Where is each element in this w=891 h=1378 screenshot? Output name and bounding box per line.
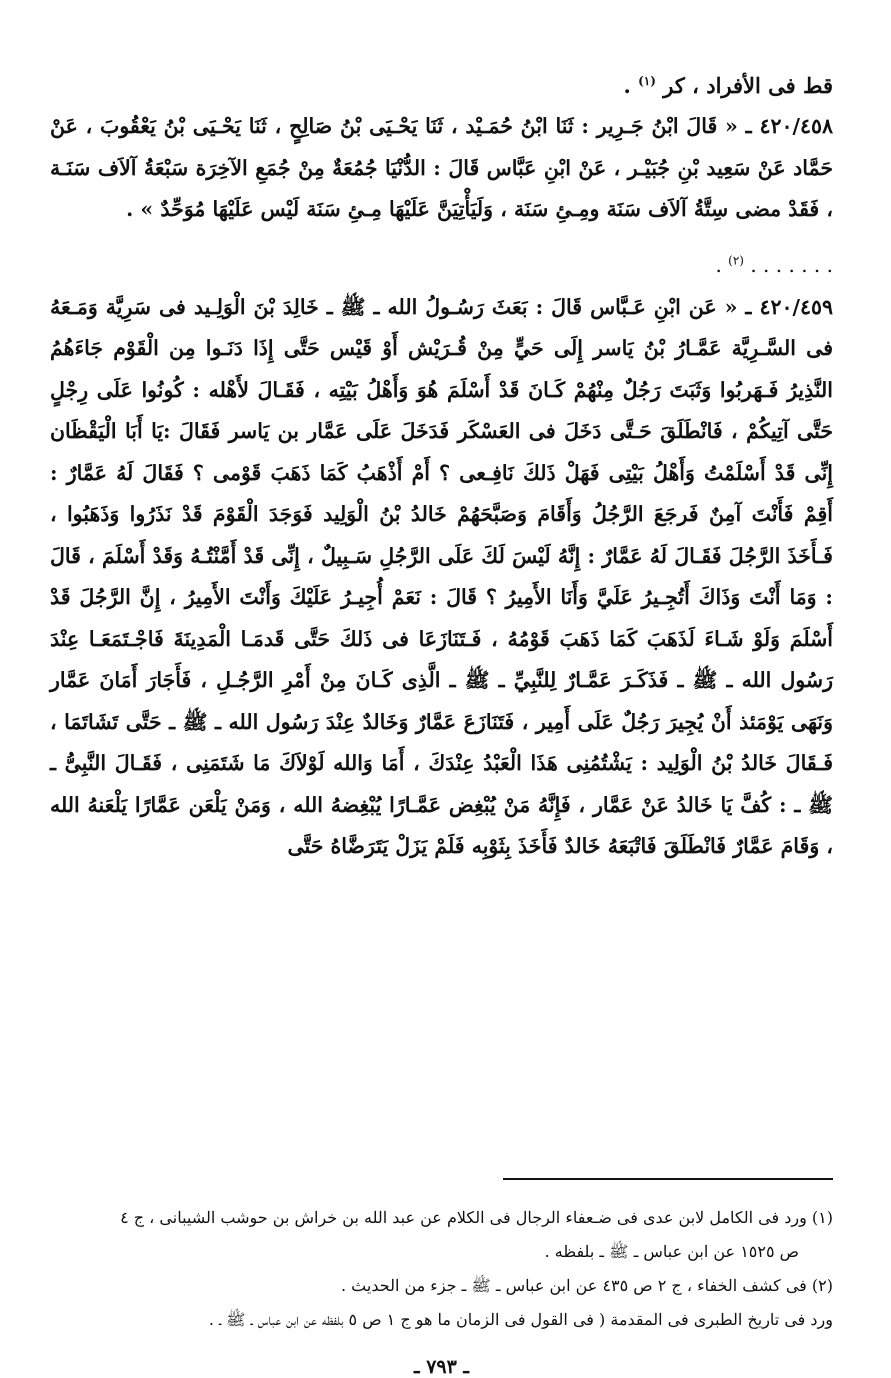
- hadith-458: [50, 106, 833, 231]
- page-number: ـ ٧٩٣ ـ: [414, 1356, 469, 1378]
- footnote-2-line-2: ورد فى تاريخ الطبرى فى المقدمة ( فى القول فى الزمان ما هو ج ١ ص ٥ بلفظه عن ابن عباس ـ ﷺ ـ .: [208, 1310, 833, 1329]
- previous-entry-end: .: [623, 73, 631, 98]
- footnote-ref-1: (١): [638, 74, 656, 88]
- footnote-ref-2: (٢): [728, 252, 744, 267]
- hadith-458-number: ٤٢٠/٤٥٨ ـ: [745, 114, 834, 138]
- book-page: [50, 66, 834, 1378]
- hadith-459-text: « عَن ابْنِ عَـبَّاس قَالَ : بَعَثَ رَسُـولُ الله ـ ﷺ ـ خَالِدَ بْنَ الْوَلِـيد فى سَرِيَّة وَمَـعَهُ فى السَّـرِيَّة عَمَّـارُ بْنُ يَاسر إِلَى حَيٍّ مِنْ قُـرَيْش أَوْ قَيْس حَتَّى إِذَا دَنَـوا مِن الْقَوْم جَاءَهُمُ النَّذِيرُ فَـهَربُوا وَثَبَتَ رَجُلٌ مِنْهُمْ كَـانَ قَدْ أَسْلَمَ هُوَ وَأَهْلُ بَيْتِه ، فَقَـالَ لأَهْله : كُونُوا عَلَى رِجْلٍ حَتَّى آتِيكُمْ ، فَانْطَلَقَ حَـتَّى دَخَلَ فى العَسْكَر فَدَخَلَ عَلَى عَمَّار بن يَاسر فَقَالَ :يَا أَبَا الْيَقْظَان إِنِّى قَدْ أَسْلَمْتُ وَأَهْلُ بَيْتِى فَهَلْ ذَلكَ نَافِـعى ؟ أَمْ أَذْهَبُ كَمَا ذَهَبَ قَوْمى ؟ فَقَالَ لَهُ عَمَّارٌ : أَقِمْ فَأَنْتَ آمِنٌ فَرجَعَ الرَّجُلُ وَأَقَامَ وَصَبَّحَهُمْ خَالدُ بْنُ الْوَلِيد فَوَجَدَ الْقَوْمَ قَدْ نَذَرُوا وَذَهَبُوا ، فَـأَخَذَ الرَّجُلَ فَقَـالَ لَهُ عَمَّارٌ : إِنَّهُ لَيْسَ لَكَ عَلَى الرَّجُلِ سَـبِيلٌ ، إِنِّى قَدْ أَمَّنْتُـهُ وَقَدْ أَسْلَمَ ، قَالَ : وَمَا أَنْتَ وَذَاكَ أَتُجِـيرُ عَلَيَّ وَأَنَا الأَمِيرُ ؟ قَالَ : نَعَمْ أُجِيـرُ عَلَيْكَ وَأَنْتَ الأَمِيرُ ، إِنَّ الرَّجُلَ قَدْ أَسْلَمَ وَلَوْ شَـاءَ لَذَهَبَ كَمَا ذَهَبَ قَوْمُهُ ، فَـتَنَازَعَا فى ذَلكَ حَتَّى قَدمَـا الْمَدِينَةَ فَاجْـتَمَعَـا عِنْدَ رَسُول الله ـ ﷺ ـ فَذَكَـرَ عَمَّـارٌ لِلنَّبِيِّ ـ ﷺ ـ الَّذِى كَـانَ مِنْ أَمْرِ الرَّجُـلِ ، فَأَجَارَ أَمَانَ عَمَّار وَنَهَى يَوْمَئذ أَنْ يُجِيرَ رَجُلٌ عَلَى أَمِير ، فَتَنَازَعَ عَمَّارٌ وَخَالدٌ عِنْدَ رَسُول الله ـ ﷺ ـ حَتَّى تَشَاتَمَا ، فَـقَالَ خَالدُ بْنُ الْوَلِيد : يَشْتُمُنِى هَذَا الْعَبْدُ عِنْدَكَ ، أَمَا وَالله لَوْلاَكَ مَا شَتَمَنِى ، فَقَـالَ النَّبِىُّ ـ ﷺ ـ : كُفَّ يَا خَالدُ عَنْ عَمَّار ، فَإِنَّهُ مَنْ يُبْغِض عَمَّـارًا يُبْغِضهُ الله ، وَمَنْ يَلْعَن عَمَّارًا يَلْعَنهُ الله ، وَقَامَ عَمَّارٌ فَانْطَلَقَ فَاتْبَعَهُ خَالدٌ فَأَخَذَ بِثَوْبِه فَلَمْ يَزَلْ يَتَرَضَّاهُ حَتَّى: [50, 294, 833, 858]
- previous-entry-tail: [50, 66, 833, 106]
- footnote-1-line-1: (١) ورد فى الكامل لابن عدى فى ضـعفاء الرجال فى الكلام عن عبد الله بن خراش بن حوشب الشيبانى ، ج ٤: [120, 1208, 833, 1227]
- hadith-458-text: « قَالَ ابْنُ جَـرِير : ثَنَا ابْنُ حُمَـيْد ، ثَنَا يَحْـيَى بْنُ صَالِحٍ ، ثَنَا يَحْـيَى بْنُ يَعْقُوبَ ، عَنْ حَمَّاد عَنْ سَعِيد بْنِ جُبَيْـر ، عَنْ ابْنِ عَبَّاس قَالَ : الدُّنْيَا جُمُعَةٌ مِنْ جُمَعِ الآخِرَة سَبْعَةُ آلاَف سَنَـة ، فَقَدْ مضى سِتَّةُ آلاَف سَنَة ومِـئِ سَنَة ، وَلَيَأْتِيَنَّ عَلَيْهَا مِـئِ سَنَة لَيْس عَلَيْهَا مُوَحِّدٌ » .: [50, 114, 833, 221]
- omission-marker: [50, 245, 833, 285]
- footnote-divider: [503, 1178, 833, 1180]
- footnote-2-line-1: (٢) فى كشف الخفاء ، ج ٢ ص ٤٣٥ عن ابن عباس ـ ﷺ ـ جزء من الحديث .: [341, 1276, 833, 1295]
- omission-end: .: [715, 252, 722, 277]
- omission-dots: . . . . . . .: [750, 252, 833, 277]
- footnotes: [50, 1201, 833, 1337]
- hadith-459-number: ٤٢٠/٤٥٩ ـ: [745, 294, 833, 319]
- hadith-459: [50, 287, 833, 868]
- footnote-1-line-2: ص ١٥٢٥ عن ابن عباس ـ ﷺ ـ بلفظه .: [544, 1242, 799, 1261]
- previous-entry-text: قط فى الأفراد ، كر: [663, 73, 833, 98]
